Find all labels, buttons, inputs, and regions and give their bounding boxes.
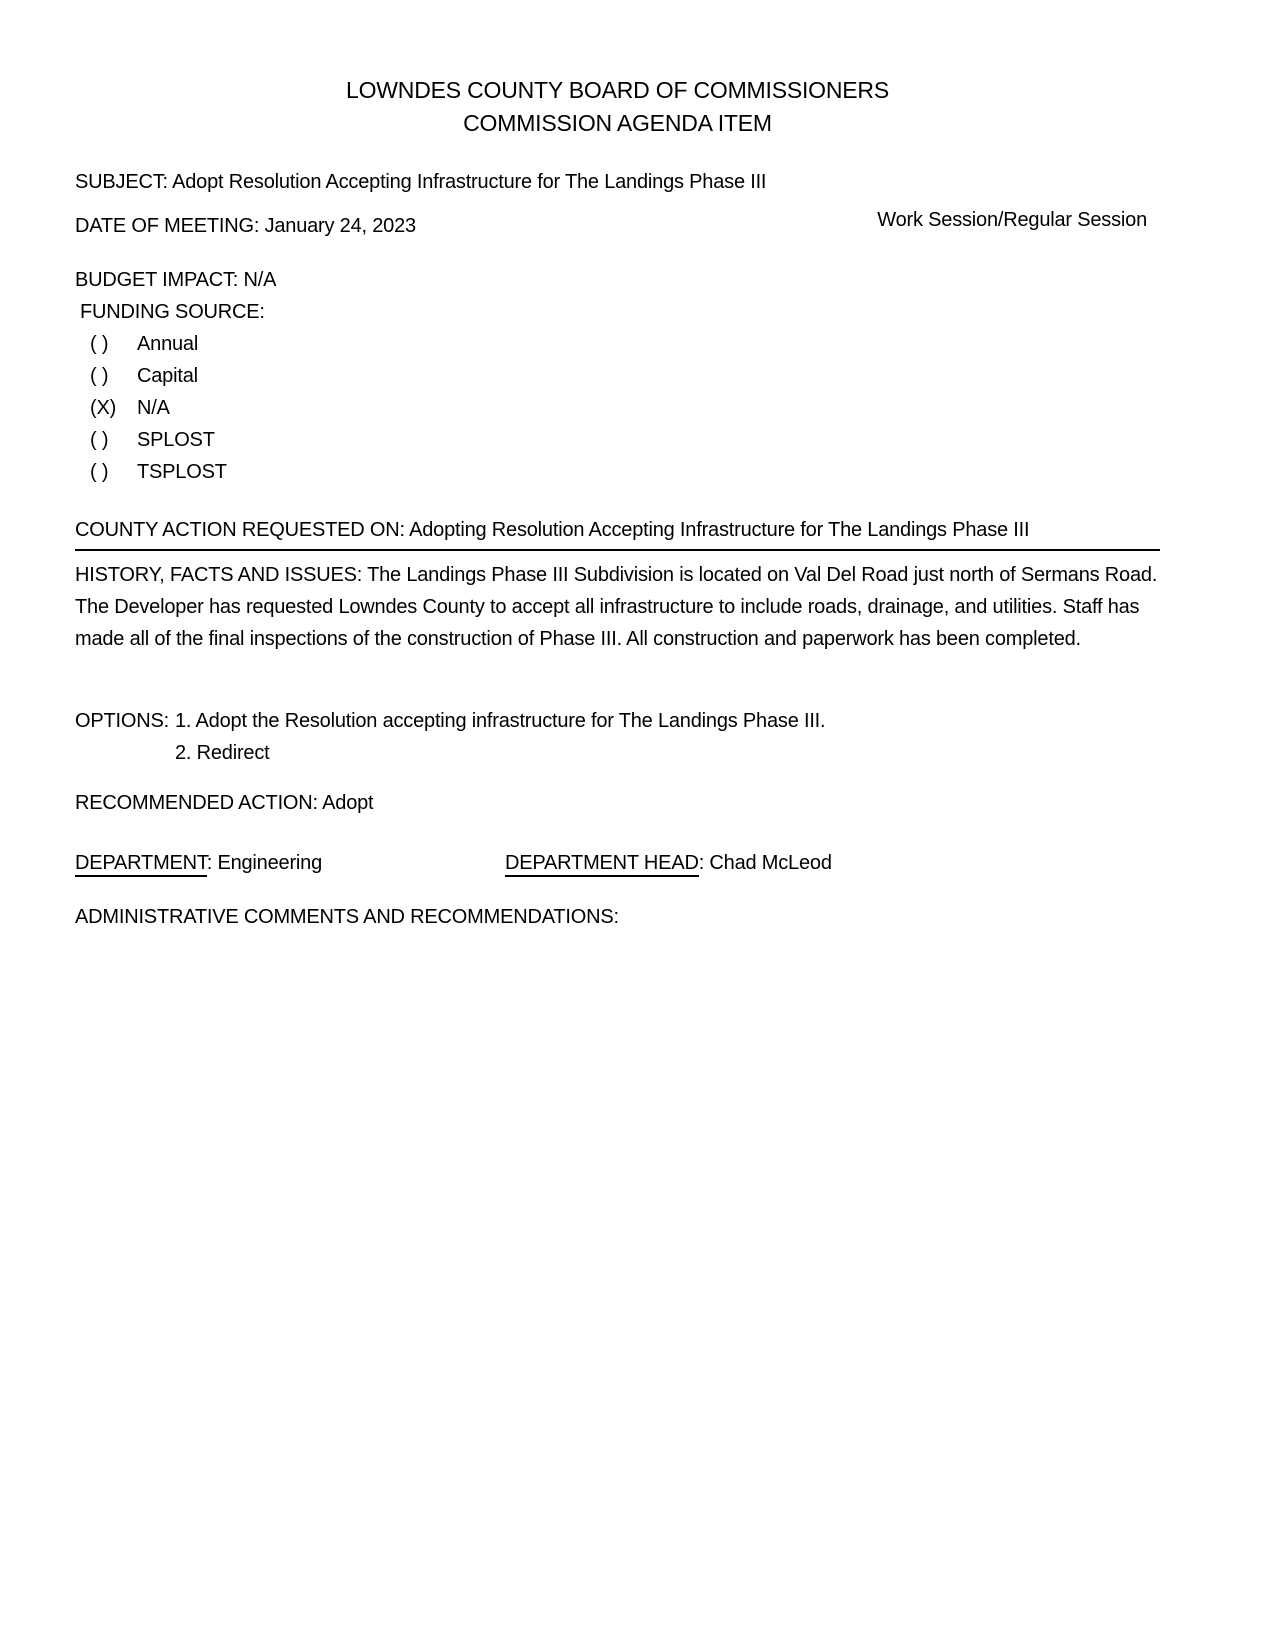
funding-option-label: SPLOST bbox=[137, 429, 215, 451]
funding-option-label: Annual bbox=[137, 333, 199, 355]
option-item-1: 1. Adopt the Resolution accepting infrastructure for The Landings Phase III. bbox=[175, 710, 826, 732]
department-head-value: : Chad McLeod bbox=[698, 852, 832, 874]
checkbox-marker: ( ) bbox=[90, 333, 109, 355]
checkbox-marker: ( ) bbox=[90, 461, 109, 483]
funding-option-label: N/A bbox=[137, 397, 170, 419]
department-head-label: DEPARTMENT HEAD bbox=[505, 852, 699, 877]
administrative-comments-heading: ADMINISTRATIVE COMMENTS AND RECOMMENDATIONS: bbox=[75, 906, 619, 928]
session-type: Work Session/Regular Session bbox=[877, 209, 1147, 231]
funding-option-splost bbox=[90, 424, 1160, 456]
meeting-date-row bbox=[75, 210, 1160, 242]
department-head-field bbox=[505, 847, 832, 879]
history-facts-issues-paragraph: HISTORY, FACTS AND ISSUES: The Landings Phase III Subdivision is located on Val Del Road just north of Sermans Road. The Developer has requested Lowndes County to accept all infrastructure to include roads, drainage, and utilities. Staff has made all of the final inspections of the construction of Phase III. All construction and paperwork has been completed. bbox=[75, 564, 1158, 650]
funding-source-label: FUNDING SOURCE: bbox=[80, 301, 265, 323]
county-action-requested-line: COUNTY ACTION REQUESTED ON: Adopting Resolution Accepting Infrastructure for The Landings Phase III bbox=[75, 514, 1160, 551]
meeting-date: DATE OF MEETING: January 24, 2023 bbox=[75, 215, 416, 237]
funding-option-capital bbox=[90, 360, 1160, 392]
department-value: : Engineering bbox=[206, 852, 322, 874]
funding-option-label: Capital bbox=[137, 365, 198, 387]
document-header bbox=[75, 74, 1160, 140]
header-doc-type: COMMISSION AGENDA ITEM bbox=[463, 110, 772, 136]
header-org-name: LOWNDES COUNTY BOARD OF COMMISSIONERS bbox=[346, 77, 889, 103]
options-label: OPTIONS: bbox=[75, 710, 169, 732]
funding-option-label: TSPLOST bbox=[137, 461, 227, 483]
recommended-action-line: RECOMMENDED ACTION: Adopt bbox=[75, 792, 374, 814]
checkbox-marker-checked: (X) bbox=[90, 397, 117, 419]
subject-line: SUBJECT: Adopt Resolution Accepting Infrastructure for The Landings Phase III bbox=[75, 171, 767, 193]
options-list bbox=[175, 705, 825, 769]
department-field bbox=[75, 847, 505, 879]
funding-option-annual bbox=[90, 328, 1160, 360]
checkbox-marker: ( ) bbox=[90, 429, 109, 451]
department-label: DEPARTMENT bbox=[75, 852, 207, 877]
funding-option-na bbox=[90, 392, 1160, 424]
department-row bbox=[75, 847, 1160, 879]
options-block bbox=[75, 705, 1160, 769]
funding-option-tsplost bbox=[90, 456, 1160, 488]
budget-block bbox=[75, 264, 1160, 488]
checkbox-marker: ( ) bbox=[90, 365, 109, 387]
option-item-2: 2. Redirect bbox=[175, 742, 270, 764]
budget-impact: BUDGET IMPACT: N/A bbox=[75, 269, 277, 291]
funding-options-list bbox=[75, 328, 1160, 488]
